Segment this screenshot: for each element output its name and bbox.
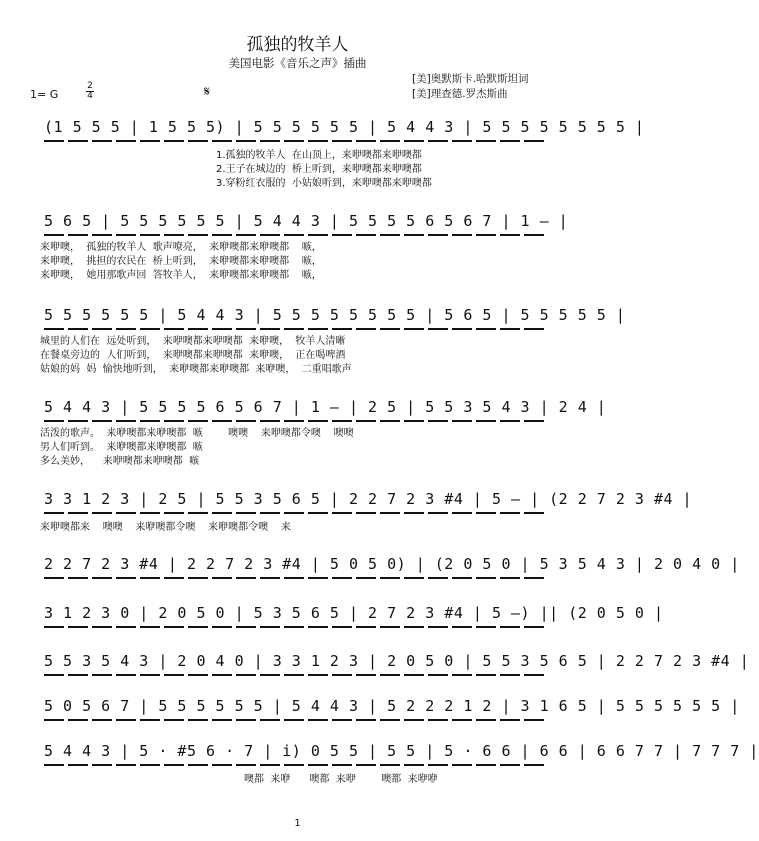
beam-underline <box>44 234 544 236</box>
lyric-verse-1: 城里的人们在 远处听到， 来咿噢都来咿噢都 来咿噢， 牧羊人清晰 <box>40 336 346 347</box>
beam-underline <box>44 719 544 721</box>
beam-underline <box>44 626 544 628</box>
notation-line: 2 2 7 2 3 #4 | 2 2 7 2 3 #4 | 5 0 5 0) | (2 0 5 0 | 5 3 5 4 3 | 2 0 4 0 | <box>44 555 740 573</box>
key-signature: 1= G <box>30 88 59 101</box>
notation-line: 5 4 4 3 | 5 5 5 5 6 5 6 7 | 1 — | 2 5 | 5 5 3 5 4 3 | 2 4 | <box>44 398 607 416</box>
lyric-verse-2: 在餐桌旁边的 人们听到， 来咿噢都来咿噢都 来咿噢， 正在喝啤酒 <box>40 350 346 361</box>
lyric-verse-1: 来咿噢， 孤独的牧羊人 歌声嘹亮， 来咿噢都来咿噢都 嗾， <box>40 242 322 253</box>
beam-underline <box>44 577 544 579</box>
lyric-line: 来咿噢都来 噢噢 来咿噢都令噢 来咿噢都令噢 来 <box>40 522 291 533</box>
beam-underline <box>44 764 544 766</box>
beam-underline <box>44 512 544 514</box>
notation-line: (1 5 5 5 | 1 5 5 5) | 5 5 5 5 5 5 | 5 4 4 3 | 5 5 5 5 5 5 5 5 | <box>44 118 645 136</box>
notation-line: 5 5 5 5 5 5 | 5 4 4 3 | 5 5 5 5 5 5 5 5 | 5 6 5 | 5 5 5 5 5 | <box>44 306 626 324</box>
song-subtitle: 美国电影《音乐之声》插曲 <box>228 56 367 70</box>
notation-line: 3 3 1 2 3 | 2 5 | 5 5 3 5 6 5 | 2 2 7 2 3 #4 | 5 — | (2 2 7 2 3 #4 | <box>44 490 693 508</box>
lyricist-credit: [美]奥默斯卡.哈默斯坦词 <box>412 73 529 85</box>
beam-underline <box>44 420 544 422</box>
composer-credit: [美]理查德.罗杰斯曲 <box>412 88 508 100</box>
music-system-1 <box>0 118 645 198</box>
lyric-verse-2: 2.王子在城边的 桥上听到，来咿噢都来咿噢都 <box>216 164 422 175</box>
beam-underline <box>44 674 544 676</box>
notation-line: 3 1 2 3 0 | 2 0 5 0 | 5 3 5 6 5 | 2 7 2 3 #4 | 5 —) || (2 0 5 0 | <box>44 604 664 622</box>
lyric-verse-1: 活泼的歌声。 来咿噢都来咿噢都 嗾 噢噢 来咿噢都令噢 噢噢 <box>40 428 354 439</box>
music-system-4 <box>0 398 607 478</box>
lyric-verse-3: 多么美妙， 来咿噢都来咿噢都 嗾 <box>40 456 200 467</box>
beam-underline <box>44 140 544 142</box>
lyric-verse-3: 姑娘的妈 妈 愉快地听到， 来咿噢都来咿噢都 来咿噢， 二重唱歌声 <box>40 364 352 375</box>
notation-line: 5 4 4 3 | 5 · #5 6 · 7 | i) 0 5 5 | 5 5 | 5 · 6 6 | 6 6 | 6 6 7 7 | 7 7 7 | <box>44 742 759 760</box>
time-signature-top: 2 <box>87 81 93 91</box>
time-signature <box>86 82 94 101</box>
notation-line: 5 5 3 5 4 3 | 2 0 4 0 | 3 3 1 2 3 | 2 0 5 0 | 5 5 3 5 6 5 | 2 2 7 2 3 #4 | <box>44 652 750 670</box>
notation-line: 5 6 5 | 5 5 5 5 5 5 | 5 4 4 3 | 5 5 5 5 6 5 6 7 | 1 — | <box>44 212 569 230</box>
lyric-verse-3: 来咿噢， 她用那歌声回 答牧羊人， 来咿噢都来咿噢都 嗾， <box>40 270 322 281</box>
lyric-verse-2: 男人们听到。 来咿噢都来咿噢都 嗾 <box>40 442 203 453</box>
music-system-2 <box>0 212 595 292</box>
time-signature-bottom: 4 <box>87 91 93 101</box>
lyric-verse-1: 1.孤独的牧羊人 在山顶上，来咿噢都来咿噢都 <box>216 150 422 161</box>
page-number: 1 <box>294 818 301 829</box>
segno-icon: 𝄋 <box>204 84 211 100</box>
lyric-verse-2: 来咿噢， 挑担的农民在 桥上听到， 来咿噢都来咿噢都 嗾， <box>40 256 322 267</box>
lyric-verse-3: 3.穿粉红衣服的 小姑娘听到，来咿噢都来咿噢都 <box>216 178 432 189</box>
music-system-3 <box>0 306 626 386</box>
music-system-10 <box>0 742 759 822</box>
lyric-line: 噢都 来咿 噢都 来咿 噢都 来咿咿 <box>244 774 438 785</box>
notation-line: 5 0 5 6 7 | 5 5 5 5 5 5 | 5 4 4 3 | 5 2 2 2 1 2 | 3 1 6 5 | 5 5 5 5 5 5 | <box>44 697 740 715</box>
beam-underline <box>44 328 544 330</box>
song-title: 孤独的牧羊人 <box>246 35 349 55</box>
